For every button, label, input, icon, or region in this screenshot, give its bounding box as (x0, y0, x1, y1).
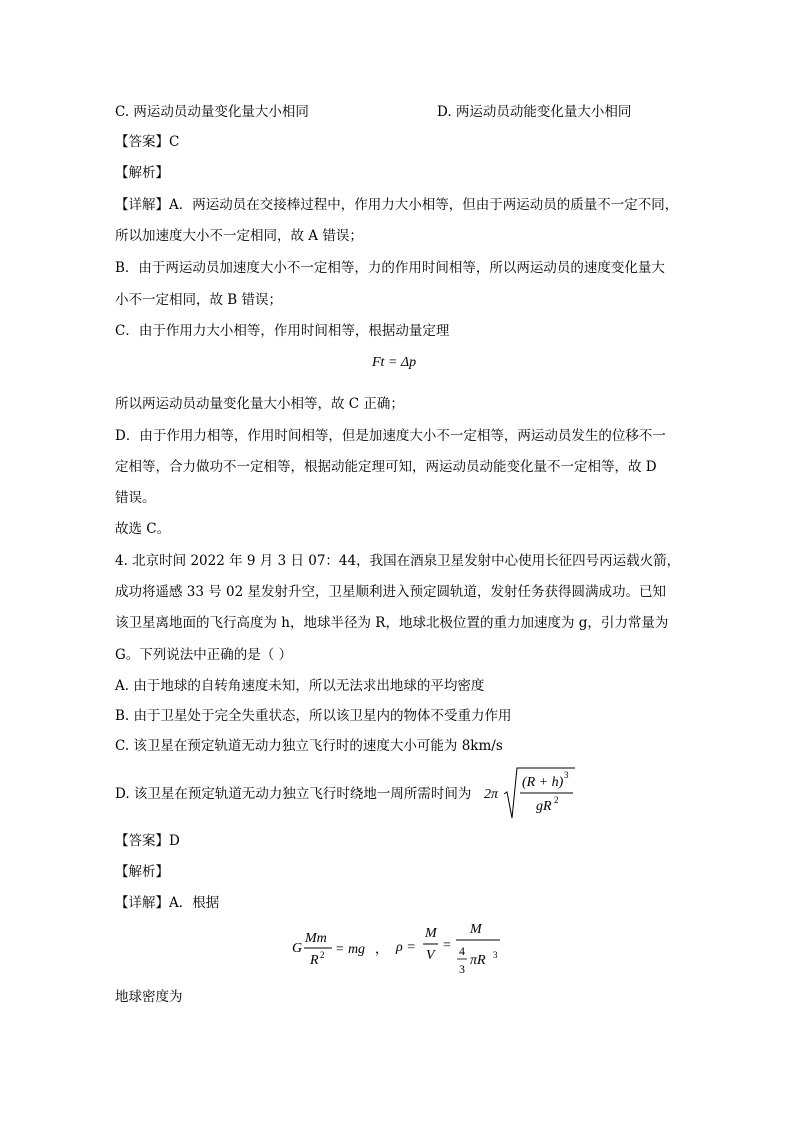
density-label: 地球密度为 (115, 989, 183, 1005)
coef-tail-exp: 3 (493, 950, 498, 960)
momentum-theorem-formula: Ft = Δp (372, 355, 417, 370)
coef-den: 3 (459, 962, 465, 976)
q4-analysis-label: 【解析】 (115, 864, 169, 880)
grav-rhs: = mg (335, 942, 366, 957)
period-numerator: (R + h) (522, 775, 564, 790)
q4-stem-line: 成功将遥感 33 号 02 星发射升空，卫星顺利进入预定圆轨道，发射任务获得圆满成功。已知 (115, 584, 667, 600)
gravity-density-formula (292, 918, 512, 982)
q3-after-line: D．由于作用力相等，作用时间相等，但是加速度大小不一定相等，两运动员发生的位移不一 (115, 428, 666, 444)
q3-detail-line: 所以加速度大小不一定相同，故 A 错误； (115, 228, 363, 244)
period-den-exp: 2 (554, 795, 559, 805)
grav-den: R (310, 953, 319, 968)
period-denominator: gR (536, 799, 552, 814)
q3-detail-line: 【详解】A．两运动员在交接棒过程中，作用力大小相等，但由于两运动员的质量不一定不同， (115, 197, 679, 213)
q4-option-c: C. 该卫星在预定轨道无动力独立飞行时的速度大小可能为 8km/s (115, 738, 503, 754)
formula-separator: ， (375, 942, 389, 957)
grav-num: Mm (305, 931, 327, 946)
q3-after-line: 定相等，合力做功不一定相等，根据动能定理可知，两运动员动能变化量不一定相等，故 D (115, 459, 657, 475)
rho-num: M (425, 926, 437, 941)
q3-conclusion: 故选 C。 (115, 521, 171, 537)
q4-option-a: A. 由于地球的自转角速度未知，所以无法求出地球的平均密度 (115, 678, 485, 694)
period-coef: 2π (484, 787, 499, 802)
q4-stem-line: G。下列说法中正确的是（ ） (115, 647, 293, 663)
grav-den-exp: 2 (320, 950, 325, 960)
q3-after-line: 所以两运动员动量变化量大小相等，故 C 正确； (115, 396, 404, 412)
grav-prefix: G (292, 941, 303, 956)
q3-after-line: 错误。 (115, 490, 156, 506)
q4-answer: 【答案】D (115, 833, 180, 849)
period-num-exp: 3 (564, 770, 569, 780)
q3-detail-line: B．由于两运动员加速度大小不一定相等，力的作用时间相等，所以两运动员的速度变化量大 (115, 260, 665, 276)
coef-num: 4 (459, 944, 465, 958)
period-formula (484, 766, 576, 822)
q4-option-d: D. 该卫星在预定轨道无动力独立飞行时绕地一周所需时间为 (115, 786, 472, 802)
q3-option-d: D. 两运动员动能变化量大小相同 (437, 104, 632, 120)
q4-stem-line: 该卫星离地面的飞行高度为 h，地球半径为 R，地球北极位置的重力加速度为 g，引力常量为 (115, 615, 669, 631)
q4-option-b: B. 由于卫星处于完全失重状态，所以该卫星内的物体不受重力作用 (115, 708, 512, 724)
q3-option-c: C. 两运动员动量变化量大小相同 (115, 104, 309, 120)
rho-lhs: ρ = (396, 940, 416, 955)
q3-answer: 【答案】C (115, 134, 180, 150)
q3-detail-line: C．由于作用力大小相等，作用时间相等，根据动量定理 (115, 323, 450, 339)
q4-stem-line: 4. 北京时间 2022 年 9 月 3 日 07：44，我国在酒泉卫星发射中心使用长征四号丙运载火箭， (115, 553, 681, 569)
q3-analysis-label: 【解析】 (115, 165, 169, 181)
mass-num: M (470, 922, 482, 937)
coef-tail: πR (470, 953, 486, 968)
q4-detail: 【详解】A．根据 (115, 895, 220, 911)
rho-eq: = (443, 938, 451, 953)
rho-den: V (426, 948, 435, 963)
q3-detail-line: 小不一定相同，故 B 错误； (115, 292, 283, 308)
